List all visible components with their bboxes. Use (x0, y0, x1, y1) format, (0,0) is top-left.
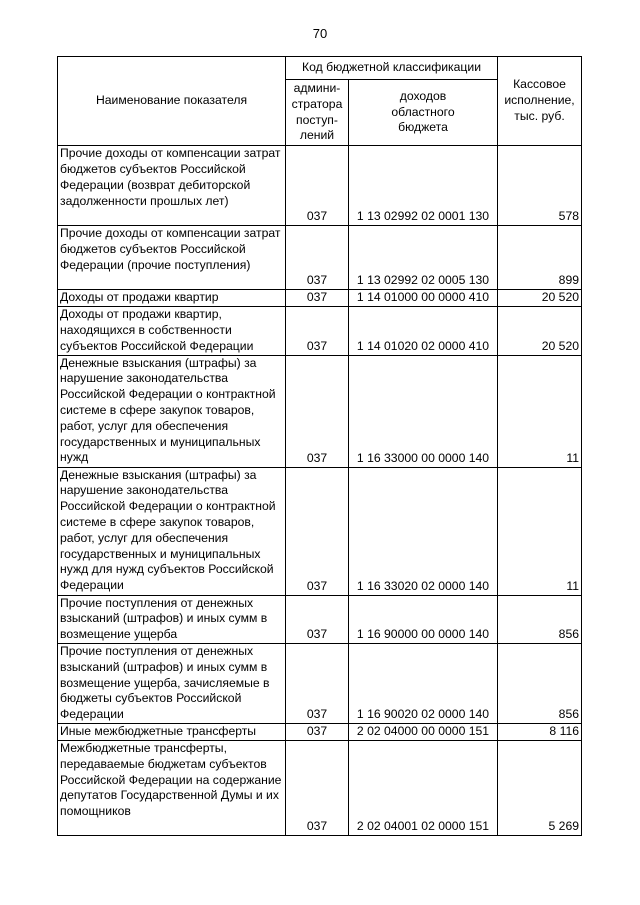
table-row (58, 723, 582, 740)
table-row (58, 290, 582, 307)
row-admin: 037 (286, 595, 349, 643)
row-code: 1 16 33020 02 0000 140 (349, 467, 498, 595)
table-body (58, 146, 582, 836)
header-name-label: Наименование показателя (95, 93, 248, 108)
header-admin-label: админи- стратора поступ- лений (291, 81, 343, 143)
row-code: 2 02 04000 00 0000 151 (349, 723, 498, 740)
row-name: Прочие доходы от компенсации затрат бюджетов субъектов Российской Федерации (прочие поступления) (58, 226, 286, 290)
header-amount-label: Кассовое исполнение, тыс. руб. (504, 77, 575, 123)
row-amount: 8 116 (498, 723, 582, 740)
row-code: 2 02 04001 02 0000 151 (349, 740, 498, 835)
row-amount: 20 520 (498, 290, 582, 307)
table-row (58, 595, 582, 643)
row-amount: 11 (498, 355, 582, 467)
row-amount: 20 520 (498, 307, 582, 355)
row-admin: 037 (286, 355, 349, 467)
table-row (58, 643, 582, 723)
row-name: Прочие поступления от денежных взысканий (штрафов) и иных сумм в возмещение ущерба (58, 595, 286, 643)
row-name: Доходы от продажи квартир (58, 290, 286, 307)
row-name: Доходы от продажи квартир, находящихся в собственности субъектов Российской Федерации (58, 307, 286, 355)
row-admin: 037 (286, 467, 349, 595)
row-admin: 037 (286, 290, 349, 307)
header-admin (286, 80, 349, 146)
table-row (58, 355, 582, 467)
table-row (58, 467, 582, 595)
header-code-group (286, 57, 498, 80)
header-amount (498, 57, 582, 146)
row-name: Межбюджетные трансферты, передаваемые бюджетам субъектов Российской Федерации на содержание депутатов Государственной Думы и их помощников (58, 740, 286, 835)
row-name: Денежные взыскания (штрафы) за нарушение законодательства Российской Федерации о контрактной системе в сфере закупок товаров, работ, услуг для обеспечения государственных и муниципальных нужд (58, 355, 286, 467)
header-name (58, 57, 286, 146)
page-number: 70 (312, 26, 328, 41)
row-code: 1 14 01000 00 0000 410 (349, 290, 498, 307)
row-amount: 856 (498, 643, 582, 723)
row-code: 1 13 02992 02 0001 130 (349, 146, 498, 226)
row-amount: 899 (498, 226, 582, 290)
row-code: 1 16 33000 00 0000 140 (349, 355, 498, 467)
row-name: Иные межбюджетные трансферты (58, 723, 286, 740)
row-code: 1 14 01020 02 0000 410 (349, 307, 498, 355)
table-row (58, 146, 582, 226)
row-name: Денежные взыскания (штрафы) за нарушение законодательства Российской Федерации о контрактной системе в сфере закупок товаров, работ, услуг для обеспечения государственных и муниципальных нужд для нужд субъектов Российской Федерации (58, 467, 286, 595)
row-code: 1 16 90020 02 0000 140 (349, 643, 498, 723)
row-admin: 037 (286, 226, 349, 290)
table-row (58, 740, 582, 835)
header-income-label: доходов областного бюджета (391, 88, 455, 135)
row-name: Прочие поступления от денежных взысканий (штрафов) и иных сумм в возмещение ущерба, зачисляемые в бюджеты субъектов Российской Федерации (58, 643, 286, 723)
header-code-group-label: Код бюджетной классификации (301, 60, 482, 75)
row-admin: 037 (286, 643, 349, 723)
budget-table (57, 56, 582, 836)
row-admin: 037 (286, 307, 349, 355)
table-row (58, 307, 582, 355)
row-name: Прочие доходы от компенсации затрат бюджетов субъектов Российской Федерации (возврат дебиторской задолженности прошлых лет) (58, 146, 286, 226)
row-admin: 037 (286, 146, 349, 226)
row-amount: 5 269 (498, 740, 582, 835)
row-amount: 11 (498, 467, 582, 595)
row-code: 1 13 02992 02 0005 130 (349, 226, 498, 290)
table-header (58, 57, 582, 146)
table-row (58, 226, 582, 290)
row-code: 1 16 90000 00 0000 140 (349, 595, 498, 643)
row-admin: 037 (286, 740, 349, 835)
row-amount: 856 (498, 595, 582, 643)
header-income (349, 80, 498, 146)
row-admin: 037 (286, 723, 349, 740)
row-amount: 578 (498, 146, 582, 226)
